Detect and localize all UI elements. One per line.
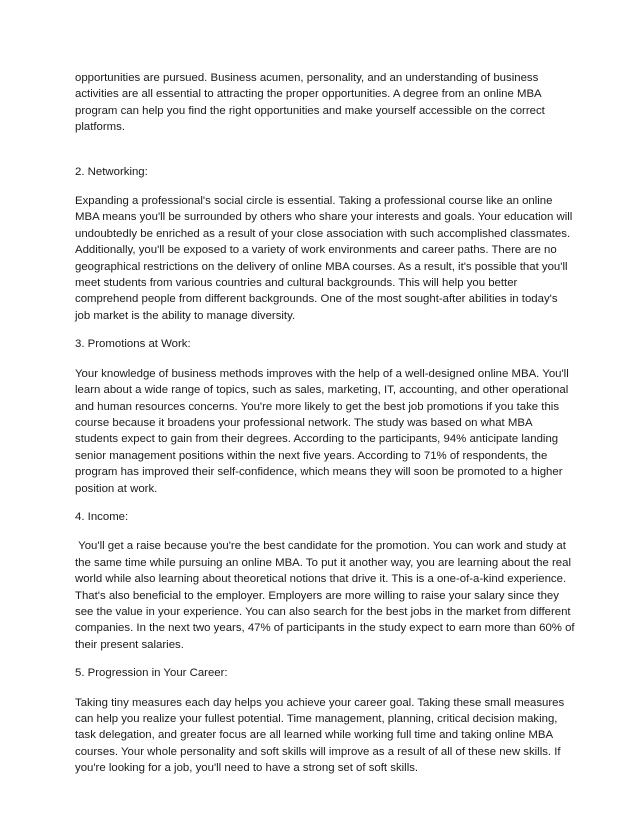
promotions-paragraph: Your knowledge of business methods improves with the help of a well-designed online MBA. You'll learn about a wide range of topics, such as sales, marketing, IT, accounting, and other operational and human resources concerns. You're more likely to get the best job promotions if you take this course because it broadens your professional network. The study was based on what MBA students expect to gain from their degrees. According to the participants, 94% anticipate landing senior management positions within the next five years. According to 71% of respondents, the program has improved their self-confidence, which means they will soon be promoted to a higher position at work.: [75, 367, 572, 495]
networking-paragraph: Expanding a professional's social circle is essential. Taking a professional course like an online MBA means you'll be surrounded by others who share your interests and goals. Your education will undoubtedly be enriched as a result of your close association with such accomplished classmates. Additionally, you'll be exposed to a variety of work environments and career paths. There are no geographical restrictions on the delivery of online MBA courses. As a result, it's possible that you'll meet students from various countries and cultural backgrounds. This will help you better comprehend people from different backgrounds. One of the most sought-after abilities in today's job market is the ability to manage diversity.: [75, 195, 576, 322]
section-heading-promotions: 3. Promotions at Work:: [75, 338, 191, 351]
intro-paragraph: opportunities are pursued. Business acumen, personality, and an understanding of business activities are all essential to attracting the proper opportunities. A degree from an online MBA program can help you find the right opportunities and make yourself accessible on the correct platforms.: [75, 72, 548, 134]
career-paragraph: Taking tiny measures each day helps you achieve your career goal. Taking these small measures can help you realize your fullest potential. Time management, planning, critical decision making, task delegation, and greater focus are all learned while working full time and taking online MBA courses. Your whole personality and soft skills will improve as a result of all of these new skills. If you're looking for a job, you'll need to have a strong set of soft skills.: [75, 696, 568, 775]
section-heading-career: 5. Progression in Your Career:: [75, 667, 228, 680]
income-paragraph-2: That's also beneficial to the employer. Employers are more willing to raise your salary since they see the value in your experience. You can also search for the best jobs in the market from different companies. In the next two years, 47% of participants in the study expect to earn more than 60% of their present salaries.: [75, 589, 578, 651]
section-heading-income: 4. Income:: [75, 510, 129, 523]
document-body: [75, 70, 578, 777]
section-heading-networking: 2. Networking:: [75, 165, 148, 178]
income-paragraph-1: You'll get a raise because you're the best candidate for the promotion. You can work and study at the same time while pursuing an online MBA. To put it another way, you are learning about the real world while also learning about theoretical notions that drive it. This is a one-of-a-kind experience.: [75, 540, 575, 586]
